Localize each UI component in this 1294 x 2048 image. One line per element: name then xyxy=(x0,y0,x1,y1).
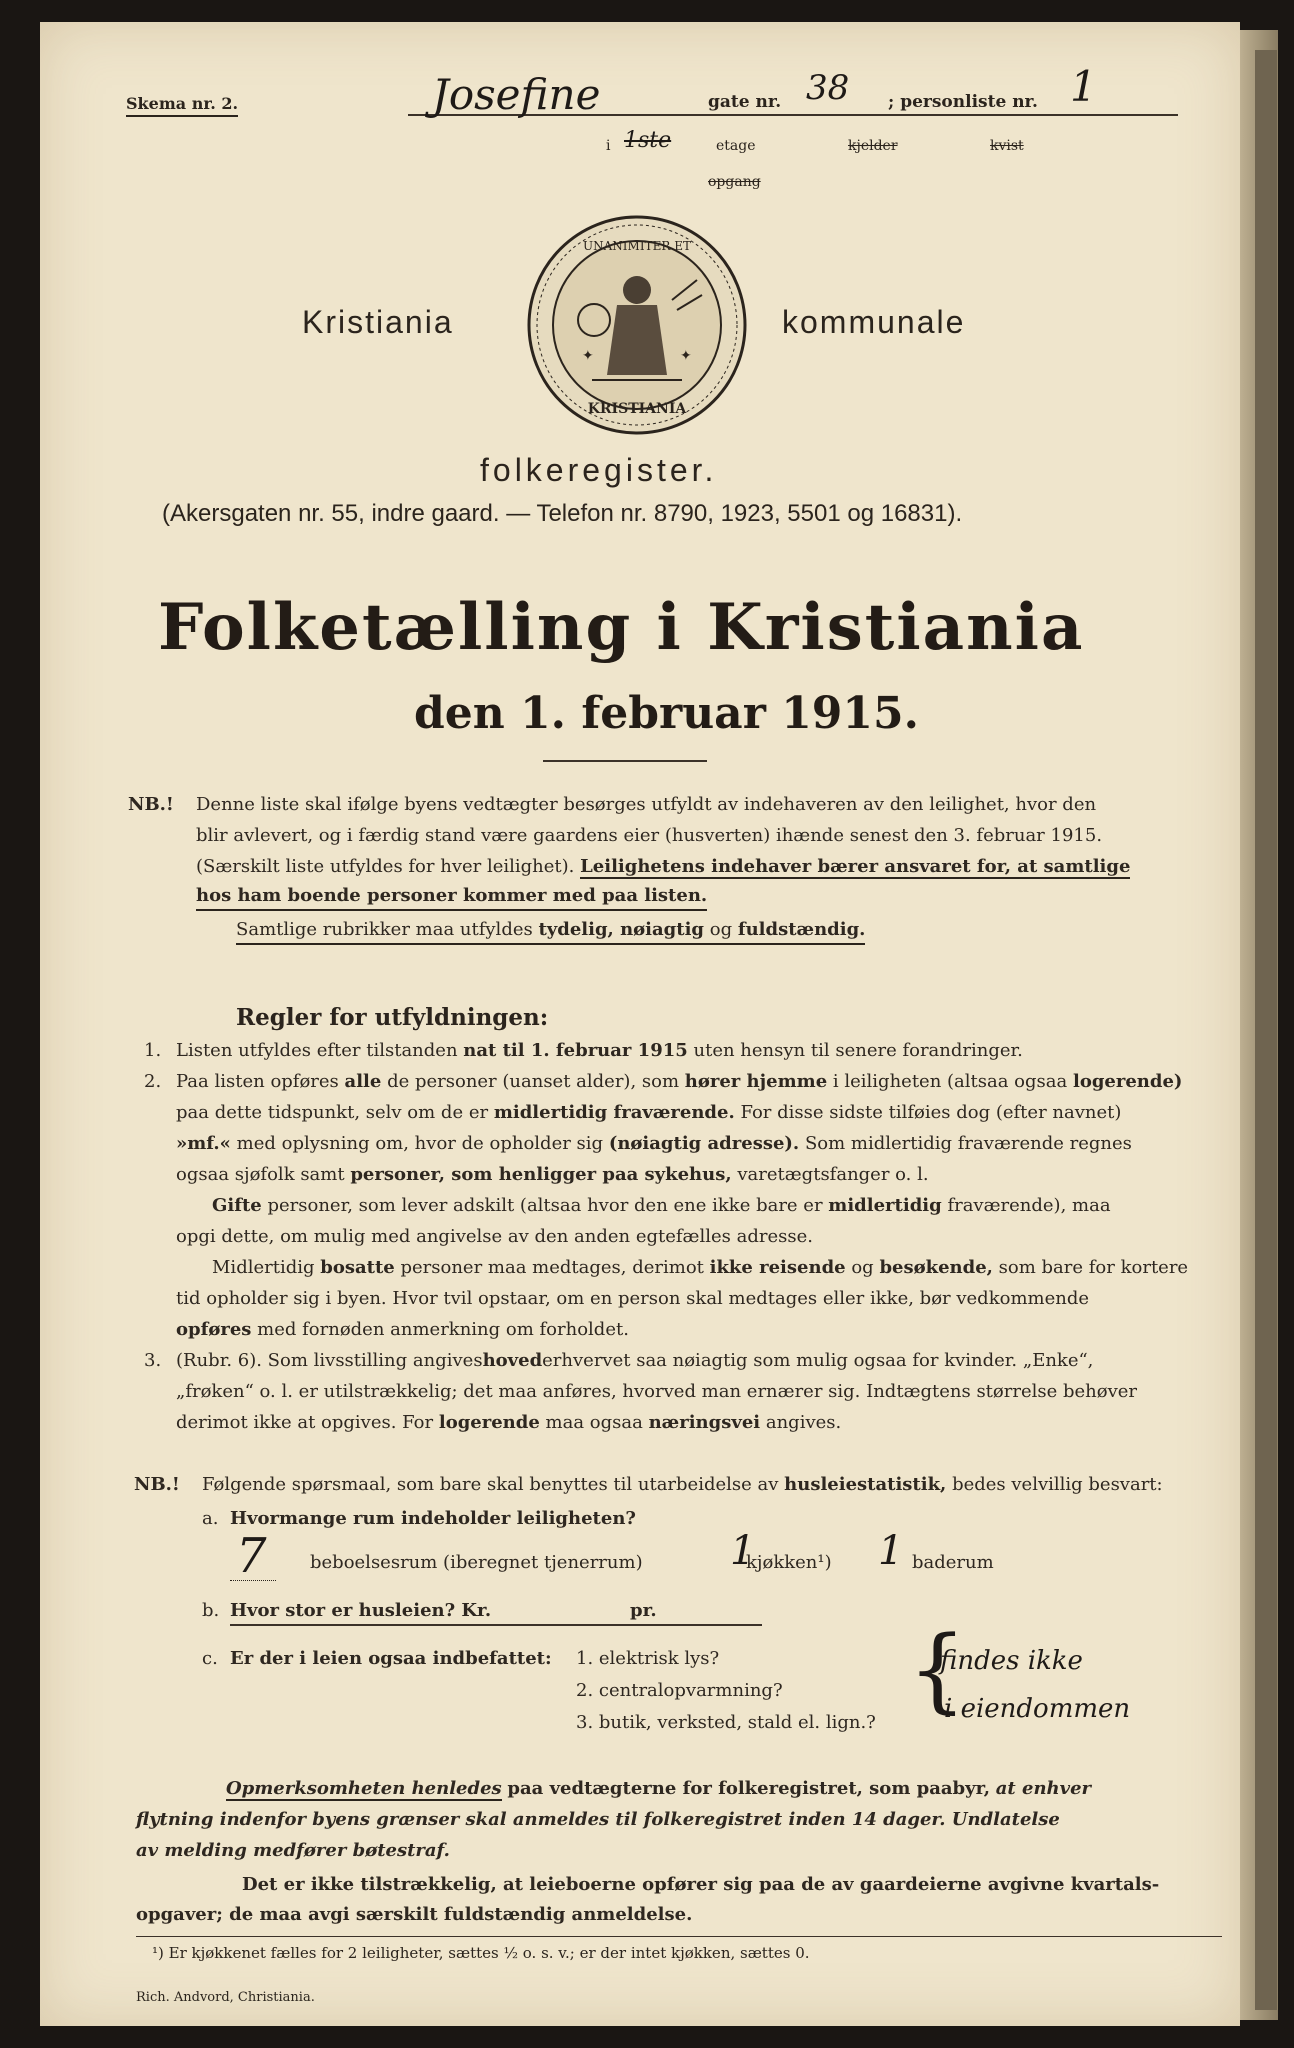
rule-2-l7b: bosatte xyxy=(320,1257,395,1278)
rooms-handwritten: 7 xyxy=(236,1528,267,1584)
footnote-rule xyxy=(136,1936,1222,1937)
answer-handwritten-2: i eiendommen xyxy=(944,1694,1131,1724)
personliste-number-handwritten: 1 xyxy=(1070,62,1097,111)
notice-line-2: flytning indenfor byens grænser skal anmeldes til folkeregistret inden 14 dager. Undlatelse xyxy=(136,1809,1060,1830)
census-form xyxy=(40,22,1240,2026)
census-date: den 1. februar 1915. xyxy=(414,688,919,739)
rule-3-line-1 xyxy=(176,1346,1093,1376)
nb1-line-5b: tydelig, nøiagtig xyxy=(538,919,704,940)
rule-2-line-4 xyxy=(176,1160,929,1190)
kitchen-handwritten: 1 xyxy=(730,1528,756,1574)
notice-c: at enhver xyxy=(995,1778,1092,1799)
nb1-label: NB.! xyxy=(128,794,174,815)
rooms-dotted-line xyxy=(230,1580,276,1582)
rule-1a: Listen utfyldes efter tilstanden xyxy=(176,1040,458,1061)
rule-2-l4a: ogsaa sjøfolk samt xyxy=(176,1164,345,1185)
kjelder-label: kjelder xyxy=(848,138,898,154)
gate-number-handwritten: 38 xyxy=(806,68,850,108)
rule-2-l7c: personer maa medtages, derimot xyxy=(400,1257,704,1278)
nb2-intro xyxy=(202,1470,1163,1500)
rule-2-l5b: personer, som lever adskilt (altsaa hvor den ene ikke bare er xyxy=(267,1195,823,1216)
personliste-label: ; personliste nr. xyxy=(888,92,1038,112)
question-b: Hvor stor er husleien? Kr. xyxy=(230,1600,492,1621)
schema-number: Skema nr. 2. xyxy=(126,94,238,117)
option-central-heating: 2. centralopvarmning? xyxy=(576,1680,783,1701)
rule-2-l4c: varetægtsfanger o. l. xyxy=(737,1164,929,1185)
rule-2-l3a: »mf.« xyxy=(176,1133,231,1154)
rule-2-l5d: fraværende), maa xyxy=(947,1195,1111,1216)
nb1-line-3 xyxy=(196,852,1130,882)
etage-label: etage xyxy=(716,138,756,154)
rule-2-number: 2. xyxy=(144,1071,162,1092)
rule-1-text xyxy=(176,1036,1023,1066)
rule-3-line-3 xyxy=(176,1408,841,1438)
folkeregister-label: folkeregister. xyxy=(480,452,718,488)
floor-handwritten: 1ste xyxy=(624,128,672,153)
bath-label: baderum xyxy=(912,1552,994,1573)
question-c: Er der i leien ogsaa indbefattet: xyxy=(230,1648,552,1669)
rule-2-line-5 xyxy=(212,1191,1111,1221)
rule-2-l1d: hører hjemme xyxy=(684,1071,828,1092)
rooms-label: beboelsesrum (iberegnet tjenerrum) xyxy=(310,1552,643,1573)
notice-line-1 xyxy=(226,1774,1091,1804)
notice-line-4: Det er ikke tilstrækkelig, at leieboerne opfører sig paa de av gaardeierne avgivne kvartals- xyxy=(242,1874,1160,1895)
rule-3-l3c: maa ogsaa xyxy=(545,1412,643,1433)
nb1-line-3a: (Særskilt liste utfyldes for hver leilighet). xyxy=(196,856,575,877)
rule-2-l2a: paa dette tidspunkt, selv om de er xyxy=(176,1102,489,1123)
printer-imprint: Rich. Andvord, Christiania. xyxy=(136,1990,315,2005)
svg-text:✦: ✦ xyxy=(582,348,594,364)
rule-2-line-8: tid opholder sig i byen. Hvor tvil opstaar, om en person skal medtages eller ikke, bør vedkommende xyxy=(176,1288,1090,1309)
rule-2-l1f: logerende) xyxy=(1072,1071,1183,1092)
nb1-line-2: blir avlevert, og i færdig stand være gaardens eier (husverten) ihænde senest den 3. februar 1915. xyxy=(196,825,1103,846)
rule-2-l7g: som bare for kortere xyxy=(998,1257,1189,1278)
nb2-label: NB.! xyxy=(134,1474,180,1495)
question-b-label: b. xyxy=(202,1600,220,1621)
question-b-per: pr. xyxy=(630,1600,657,1621)
notice-line-3: av melding medfører bøtestraf. xyxy=(136,1840,450,1861)
svg-text:UNANIMITER ET: UNANIMITER ET xyxy=(583,239,691,253)
notice-b: paa vedtægterne for folkeregistret, som paabyr, xyxy=(507,1778,991,1799)
rule-1c: uten hensyn til senere forandringer. xyxy=(693,1040,1023,1061)
page-title: Folketælling i Kristiania xyxy=(158,590,1085,665)
rule-2-line-9 xyxy=(176,1315,629,1345)
rule-1-number: 1. xyxy=(144,1040,162,1061)
rule-3-l1b: hoved xyxy=(482,1350,543,1371)
nb1-line-5c: og xyxy=(709,919,733,940)
rule-2-l7a: Midlertidig xyxy=(212,1257,315,1278)
rule-2-l1c: de personer (uanset alder), som xyxy=(387,1071,680,1092)
rule-2-l4b: personer, som henligger paa sykehus, xyxy=(350,1164,732,1185)
rule-2-l1a: Paa listen opføres xyxy=(176,1071,339,1092)
street-handwritten: Josefine xyxy=(432,70,601,119)
rule-3-l3e: angives. xyxy=(765,1412,842,1433)
floor-i-label: i xyxy=(606,138,611,154)
rule-2-l7f: besøkende, xyxy=(879,1257,993,1278)
page-stack-shadow xyxy=(1255,50,1277,2010)
option-shop-workshop: 3. butik, verksted, stald el. lign.? xyxy=(576,1712,876,1733)
answer-handwritten-1: findes ikke xyxy=(940,1646,1083,1676)
rule-2-l2b: midlertidig fraværende. xyxy=(493,1102,735,1123)
rule-2-l7d: ikke reisende xyxy=(709,1257,846,1278)
rule-2-line-2 xyxy=(176,1098,1121,1128)
rule-3-l3d: næringsvei xyxy=(648,1412,761,1433)
rule-3-l1a: (Rubr. 6). Som livsstilling angives xyxy=(176,1350,483,1371)
register-address: (Akersgaten nr. 55, indre gaard. — Telefon nr. 8790, 1923, 5501 og 16831). xyxy=(162,500,963,527)
nb2-intro-b: husleiestatistik, xyxy=(784,1474,947,1495)
rule-3-l1c: erhvervet saa nøiagtig som mulig ogsaa for kvinder. „Enke“, xyxy=(542,1350,1094,1371)
rule-2-l1b: alle xyxy=(344,1071,382,1092)
rule-2-line-6: opgi dette, om mulig med angivelse av den anden egtefælles adresse. xyxy=(176,1226,813,1247)
nb2-intro-a: Følgende spørsmaal, som bare skal benyttes til utarbeidelse av xyxy=(202,1474,779,1495)
bath-handwritten: 1 xyxy=(878,1528,904,1574)
svg-text:✦: ✦ xyxy=(680,348,692,364)
rule-2-l7e: og xyxy=(851,1257,874,1278)
city-seal-icon xyxy=(522,210,752,440)
nb1-line-5a: Samtlige rubrikker maa utfyldes xyxy=(236,919,533,940)
rule-3-line-2: „frøken“ o. l. er utilstrækkelig; det maa anføres, hvorved man ernærer sig. Indtægtens størrelse behøver xyxy=(176,1381,1138,1402)
rent-underline xyxy=(230,1624,762,1626)
brace-handwritten: { xyxy=(908,1616,967,1723)
rule-2-l9b: med fornøden anmerkning om forholdet. xyxy=(257,1319,629,1340)
rule-2-l9a: opføres xyxy=(176,1319,252,1340)
rule-2-l5a: Gifte xyxy=(212,1195,262,1216)
question-c-label: c. xyxy=(202,1648,218,1669)
question-a: Hvormange rum indeholder leiligheten? xyxy=(230,1508,636,1529)
nb1-line-3b: Leilighetens indehaver bærer ansvaret for, at samtlige xyxy=(580,856,1131,877)
nb1-line-5d: fuldstændig. xyxy=(737,919,866,940)
rule-2-l3c: (nøiagtig adresse). xyxy=(608,1133,800,1154)
rules-heading: Regler for utfyldningen: xyxy=(236,1004,549,1031)
nb1-line-5 xyxy=(236,917,865,945)
rule-3-number: 3. xyxy=(144,1350,162,1371)
svg-text:KRISTIANIA: KRISTIANIA xyxy=(587,401,687,417)
nb1-line-1: Denne liste skal ifølge byens vedtægter besørges utfyldt av indehaveren av den leilighet, hvor den xyxy=(196,794,1097,815)
kitchen-label: kjøkken¹) xyxy=(746,1552,832,1573)
gate-label: gate nr. xyxy=(708,92,782,112)
rule-2-l5c: midlertidig xyxy=(828,1195,942,1216)
rule-2-l3b: med oplysning om, hvor de opholder sig xyxy=(236,1133,604,1154)
nb1-line-4: hos ham boende personer kommer med paa listen. xyxy=(196,883,707,911)
nb2-intro-c: bedes velvillig besvart: xyxy=(952,1474,1163,1495)
rule-2-l1e: i leiligheten (altsaa ogsaa xyxy=(832,1071,1068,1092)
rule-2-line-3 xyxy=(176,1129,1132,1159)
rule-2-l3d: Som midlertidig fraværende regnes xyxy=(804,1133,1132,1154)
rule-2-line-1 xyxy=(176,1067,1182,1097)
kristiania-label: Kristiania xyxy=(302,304,454,340)
rule-3-l3a: derimot ikke at opgives. For xyxy=(176,1412,434,1433)
question-a-label: a. xyxy=(202,1508,219,1529)
notice-a: Opmerksomheten henledes xyxy=(226,1778,502,1799)
kvist-label: kvist xyxy=(990,138,1024,154)
opgang-label: opgang xyxy=(708,174,761,190)
option-electric-light: 1. elektrisk lys? xyxy=(576,1648,720,1669)
notice-line-5: opgaver; de maa avgi særskilt fuldstændig anmeldelse. xyxy=(136,1904,693,1925)
title-divider xyxy=(543,760,707,762)
kommunale-label: kommunale xyxy=(782,304,966,340)
rule-3-l3b: logerende xyxy=(438,1412,540,1433)
rule-2-l2c: For disse sidste tilføies dog (efter navnet) xyxy=(740,1102,1122,1123)
rule-1b: nat til 1. februar 1915 xyxy=(463,1040,688,1061)
rule-2-line-7 xyxy=(212,1253,1188,1283)
footnote: ¹) Er kjøkkenet fælles for 2 leiligheter, sættes ½ o. s. v.; er der intet kjøkken, sættes 0. xyxy=(152,1944,810,1962)
